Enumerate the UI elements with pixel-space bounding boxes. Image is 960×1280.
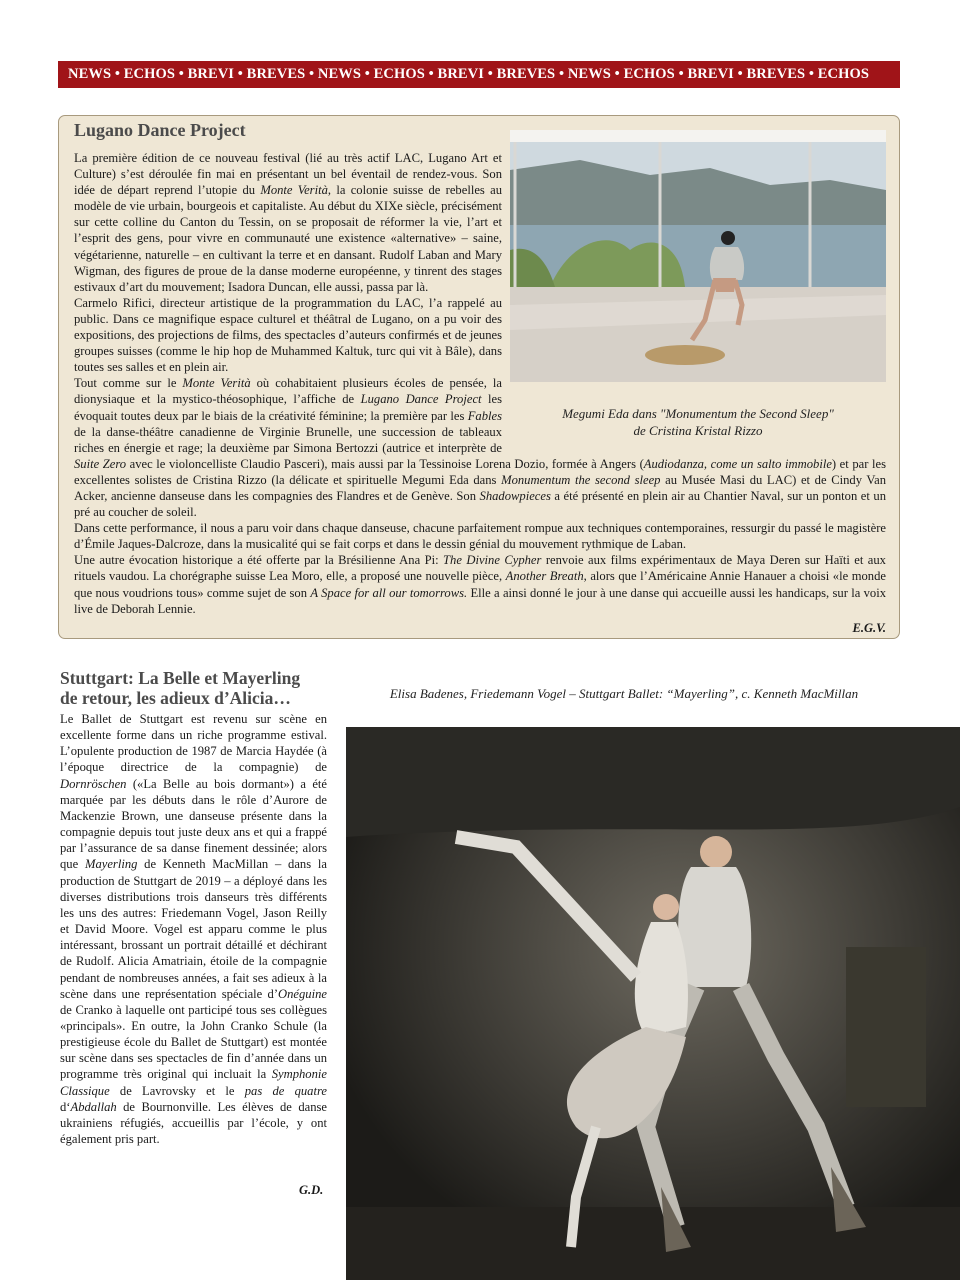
caption-line: Megumi Eda dans "Monumentum the Second Sleep": [562, 406, 834, 421]
stuttgart-article-body: [60, 711, 327, 1147]
stuttgart-signature: G.D.: [299, 1183, 324, 1197]
stuttgart-photo-caption: Elisa Badenes, Friedemann Vogel – Stuttgart Ballet: “Mayerling”, c. Kenneth MacMillan: [389, 686, 859, 701]
paragraph: Dans cette performance, il nous a paru voir dans chaque danseuse, chacune parfaitement rompue aux techniques contemporaines, ressurgir du passé le magistère d’Émile Jaques-Dalcroze, dans la musicalité qui se fait corps et dans le dessin génial du mouvement rythmique de Laban.: [74, 521, 886, 552]
lugano-article-body: [74, 150, 886, 617]
paragraph: Le Ballet de Stuttgart est revenu sur scène en excellente forme dans un riche programme estival. L’opulente production de 1987 de Marcia Haydée (à l’époque directrice de la compagnie) de Dornröschen («La Belle au bois dormant») a été marquée par les débuts dans le rôle d’Aurore de Mackenzie Brown, une danseuse présente dans la compagnie depuis tout juste deux ans et qui a frappé par l’assurance de sa danse finement dessinée; alors que Mayerling de Kenneth MacMillan – dans la production de Stuttgart de 2019 – a déployé dans les diverses distributions trois danseurs très différents les uns des autres: Friedemann Vogel, Jason Reilly et David Moore. Vogel est apparu comme le plus intéressant, brossant un portrait détaillé et déchirant de Rudolf. Alicia Amatriain, étoile de la compagnie pendant de nombreuses années, a fait ses adieux à la scène dans une représentation spéciale d’Onéguine de Cranko à laquelle ont participé tous ses collègues «principals». En outre, la John Cranko Schule (la prestigieuse école du Ballet de Stuttgart) est montée sur scène dans ses spectacles de fin d’année dans un programme très original qui incluait la Symphonie Classique de Lavrovsky et le pas de quatre d‘Abdallah de Bournonville. Les élèves de danse ukrainiens réfugiés, accueillis par l’école, y ont également pris part.: [60, 712, 327, 1147]
lugano-article-title: Lugano Dance Project: [74, 120, 246, 140]
paragraph: Une autre évocation historique a été offerte par la Brésilienne Ana Pi: The Divine Cypher renvoie aux films expérimentaux de Maya Deren sur Haïti et aux rituels vaudou. La chorégraphe suisse Lea Moro, elle, a proposé une nouvelle pièce, Another Breath, alors que l’Américaine Annie Hanauer a choisi «le monde que nous voudrions tous» comme sujet de son A Space for all our tomorrows. Elle a ainsi donné le jour à une danse qui accueille aussi les handicaps, sur la voix live de Deborah Lennie.: [74, 553, 886, 616]
paragraph: Tout comme sur le Monte Verità où cohabitaient plusieurs écoles de pensée, la dionysiaque et la mystico-théosophique, l’affiche de Lugano Dance Project les évoquait toutes deux par le biais de la créativité féminine; la première par les Fables de la danse-théâtre canadienne de Virginie Brunelle, une succession de tableaux riches en énergie et rage; la deuxième par Simona Bertozzi (autrice et interprète de Suite Zero avec le violoncelliste Claudio Pasceri), mais aussi par la Tessinoise Lorena Dozio, formée à Angers (Audiodanza, come un salto immobile) et par les excellentes solistes de Cristina Rizzo (la délicate et spirituelle Megumi Eda dans Monumentum the second sleep au Musée Masi du LAC) et de Cindy Van Acker, ancienne danseuse dans les compagnies des Flandres et de Genève. Son Shadowpieces a été présenté en plein air au Chantier Naval, sur un ponton et un pré au coucher de soleil.: [74, 376, 886, 520]
caption-line: de Cristina Kristal Rizzo: [633, 423, 763, 438]
mayerling-ballet-photo: [346, 727, 960, 1280]
title-line: Stuttgart: La Belle et Mayerling: [60, 668, 301, 688]
lugano-signature: E.G.V.: [852, 621, 886, 635]
paragraph: Carmelo Rifici, directeur artistique de la programmation du LAC, l’a rappelé au public. Dans ce magnifique espace culturel et théâtral de Lugano, on a pu voir des expositions, des projections de films, des spectacles d’auteurs confirmés et de jeunes groupes suisses (comme le hip hop de Muhammed Kaltuk, turc qui vit à Bâle), dans toutes ses salles et en plein air.: [74, 295, 502, 375]
paragraph: La première édition de ce nouveau festival (lié au très actif LAC, Lugano Art et Culture) s’est déroulée fin mai en présentant un bel éventail de rendez-vous. Son idée de départ reprend l’utopie du Monte Verità, la colonie suisse de rebelles au modèle de vie urbain, bourgeois et capitaliste. Au début du XIXe siècle, précisément sur cette colline du Canton du Tessin, on se proposait de réformer la vie, l’art et l’esprit des gens, pour vivre en communauté une existence «alternative» – saine, végétarienne, naturelle – en cultivant la terre et en dansant. Rudolf Laban and Mary Wigman, des figures de proue de la danse moderne européenne, y tinrent des stages estivaux d’art du mouvement; Isadora Duncan, elle aussi, passa par là.: [74, 151, 502, 294]
stuttgart-article-title: [60, 668, 330, 708]
title-line: de retour, les adieux d’Alicia…: [60, 688, 291, 708]
news-banner: NEWS • ECHOS • BREVI • BREVES • NEWS • ECHOS • BREVI • BREVES • NEWS • ECHOS • BREVI • BREVES • ECHOS: [58, 61, 900, 88]
